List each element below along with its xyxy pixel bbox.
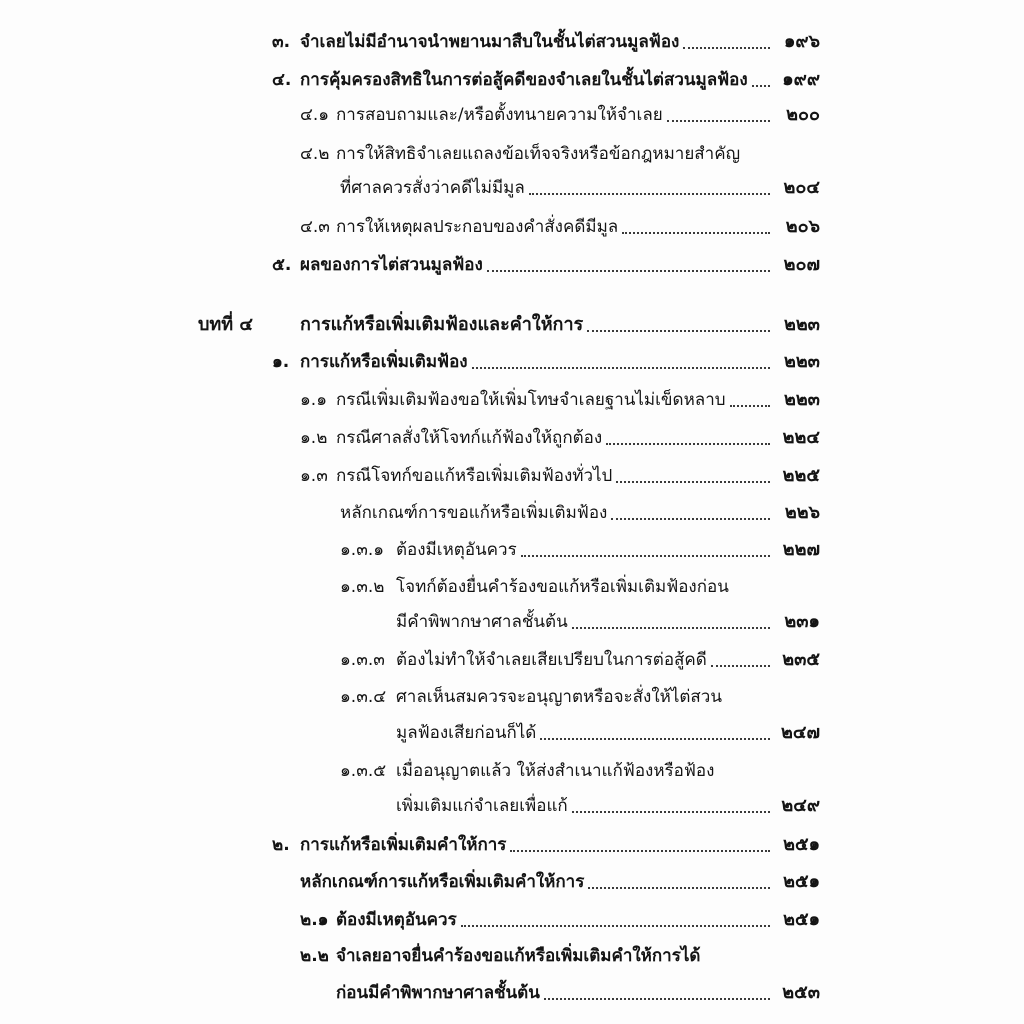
toc-entry [0, 677, 1024, 717]
toc-entry-continuation [0, 713, 1024, 753]
toc-entry [0, 751, 1024, 791]
entry-title: กรณีศาลสั่งให้โจทก์แก้ฟ้องให้ถูกต้อง [336, 428, 603, 448]
entry-number: ๔. [272, 70, 292, 90]
entry-number: ๑.๓.๕ [340, 761, 387, 781]
entry-title: โจทก์ต้องยื่นคำร้องขอแก้หรือเพิ่มเติมฟ้องก่อน [396, 577, 729, 597]
entry-title-continuation: มูลฟ้องเสียก่อนก็ได้ [396, 723, 537, 743]
page-number: ๒๕๑ [783, 834, 820, 855]
toc-entry [0, 60, 1024, 100]
toc-entry [0, 936, 1024, 976]
toc-entry [0, 640, 1024, 680]
entry-title: ศาลเห็นสมควรจะอนุญาตหรือจะสั่งให้ไต่สวน [396, 687, 722, 707]
toc-entry-continuation [0, 168, 1024, 208]
entry-number: ๒.๒ [300, 946, 329, 966]
toc-entry [0, 245, 1024, 285]
toc-entry [0, 342, 1024, 382]
entry-number: ๑. [272, 352, 290, 372]
entry-title: การแก้หรือเพิ่มเติมฟ้อง [300, 352, 468, 372]
page-number: ๒๔๗ [780, 722, 820, 743]
toc-entry [0, 862, 1024, 902]
entry-number: ๑.๓.๓ [340, 650, 385, 670]
page-number: ๑๙๖ [783, 31, 820, 52]
page-number: ๒๒๓ [783, 351, 820, 372]
page-number: ๒๒๔ [782, 427, 820, 448]
page-number: ๒๒๖ [784, 502, 820, 523]
entry-title: ต้องมีเหตุอันควร [396, 540, 517, 560]
toc-entry [0, 22, 1024, 62]
page-number: ๒๒๕ [782, 465, 820, 486]
chapter-heading [0, 305, 1024, 345]
entry-title: ต้องมีเหตุอันควร [336, 910, 457, 930]
chapter-title: การแก้หรือเพิ่มเติมฟ้องและคำให้การ [300, 314, 584, 335]
entry-number: ๔.๓ [300, 217, 330, 237]
entry-title-continuation: มีคำพิพากษาศาลชั้นต้น [396, 612, 568, 632]
toc-entry [0, 567, 1024, 607]
page-number: ๒๒๗ [782, 539, 820, 560]
toc-entry [0, 825, 1024, 865]
entry-number: ๔.๒ [300, 144, 330, 164]
entry-title: ผลของการไต่สวนมูลฟ้อง [300, 255, 483, 275]
entry-title: การสอบถามและ/หรือตั้งทนายความให้จำเลย [336, 105, 663, 125]
toc-entry [0, 456, 1024, 496]
entry-number: ๑.๓.๒ [340, 577, 385, 597]
entry-number: ๓. [272, 32, 291, 52]
toc-entry [0, 900, 1024, 940]
entry-number: ๕. [272, 255, 292, 275]
page-number: ๒๕๓ [782, 982, 820, 1003]
toc-entry [0, 95, 1024, 135]
entry-title: กรณีโจทก์ขอแก้หรือเพิ่มเติมฟ้องทั่วไป [336, 466, 613, 486]
entry-number: ๒. [272, 835, 290, 855]
entry-title-continuation: ก่อนมีคำพิพากษาศาลชั้นต้น [336, 983, 540, 1003]
entry-number: ๑.๓.๑ [340, 540, 385, 560]
toc-entry [0, 380, 1024, 420]
entry-title: กรณีเพิ่มเติมฟ้องขอให้เพิ่มโทษจำเลยฐานไม่เข็ดหลาบ [336, 390, 726, 410]
toc-entry-continuation [0, 973, 1024, 1013]
entry-number: ๒.๑ [300, 910, 329, 930]
page-number: ๒๐๖ [785, 216, 820, 237]
entry-title-continuation: เพิ่มเติมแก่จำเลยเพื่อแก้ [396, 796, 568, 816]
entry-number: ๑.๓.๔ [340, 687, 387, 707]
page-number: ๒๔๙ [781, 795, 820, 816]
entry-title: การให้สิทธิจำเลยแถลงข้อเท็จจริงหรือข้อกฎหมายสำคัญ [336, 144, 741, 164]
entry-number: ๑.๓ [300, 466, 328, 486]
toc-entry [0, 530, 1024, 570]
toc-entry-continuation [0, 602, 1024, 642]
entry-title: หลักเกณฑ์การขอแก้หรือเพิ่มเติมฟ้อง [340, 503, 608, 523]
entry-title: จำเลยอาจยื่นคำร้องขอแก้หรือเพิ่มเติมคำให้การได้ [336, 946, 701, 966]
entry-title: ต้องไม่ทำให้จำเลยเสียเปรียบในการต่อสู้คดี [396, 650, 707, 670]
entry-title: การแก้หรือเพิ่มเติมคำให้การ [300, 835, 507, 855]
entry-title: เมื่ออนุญาตแล้ว ให้ส่งสำเนาแก้ฟ้องหรือฟ้อง [396, 761, 715, 781]
entry-title: จำเลยไม่มีอำนาจนำพยานมาสืบในชั้นไต่สวนมูลฟ้อง [300, 32, 680, 52]
entry-title: การให้เหตุผลประกอบของคำสั่งคดีมีมูล [336, 217, 619, 237]
entry-number: ๑.๒ [300, 428, 328, 448]
chapter-number: บทที่ ๔ [198, 314, 254, 335]
toc-entry-continuation [0, 786, 1024, 826]
page-number: ๒๕๑ [783, 909, 820, 930]
entry-number: ๔.๑ [300, 105, 330, 125]
page-number: ๒๐๔ [783, 177, 820, 198]
toc-entry [0, 418, 1024, 458]
page-number: ๒๓๑ [784, 611, 820, 632]
page-number: ๒๓๕ [782, 649, 820, 670]
page-number: ๒๒๓ [783, 389, 820, 410]
page-number: ๒๕๑ [783, 871, 820, 892]
entry-title-continuation: ที่ศาลควรสั่งว่าคดีไม่มีมูล [340, 178, 525, 198]
toc-entry [0, 207, 1024, 247]
toc-entry [0, 493, 1024, 533]
page-number: ๒๒๓ [783, 314, 820, 335]
page-number: ๑๙๙ [782, 69, 820, 90]
entry-title: การคุ้มครองสิทธิในการต่อสู้คดีของจำเลยในชั้นไต่สวนมูลฟ้อง [300, 70, 748, 90]
page-number: ๒๐๐ [786, 104, 820, 125]
page-number: ๒๐๗ [783, 254, 820, 275]
entry-number: ๑.๑ [300, 390, 327, 410]
entry-title: หลักเกณฑ์การแก้หรือเพิ่มเติมคำให้การ [300, 872, 585, 892]
